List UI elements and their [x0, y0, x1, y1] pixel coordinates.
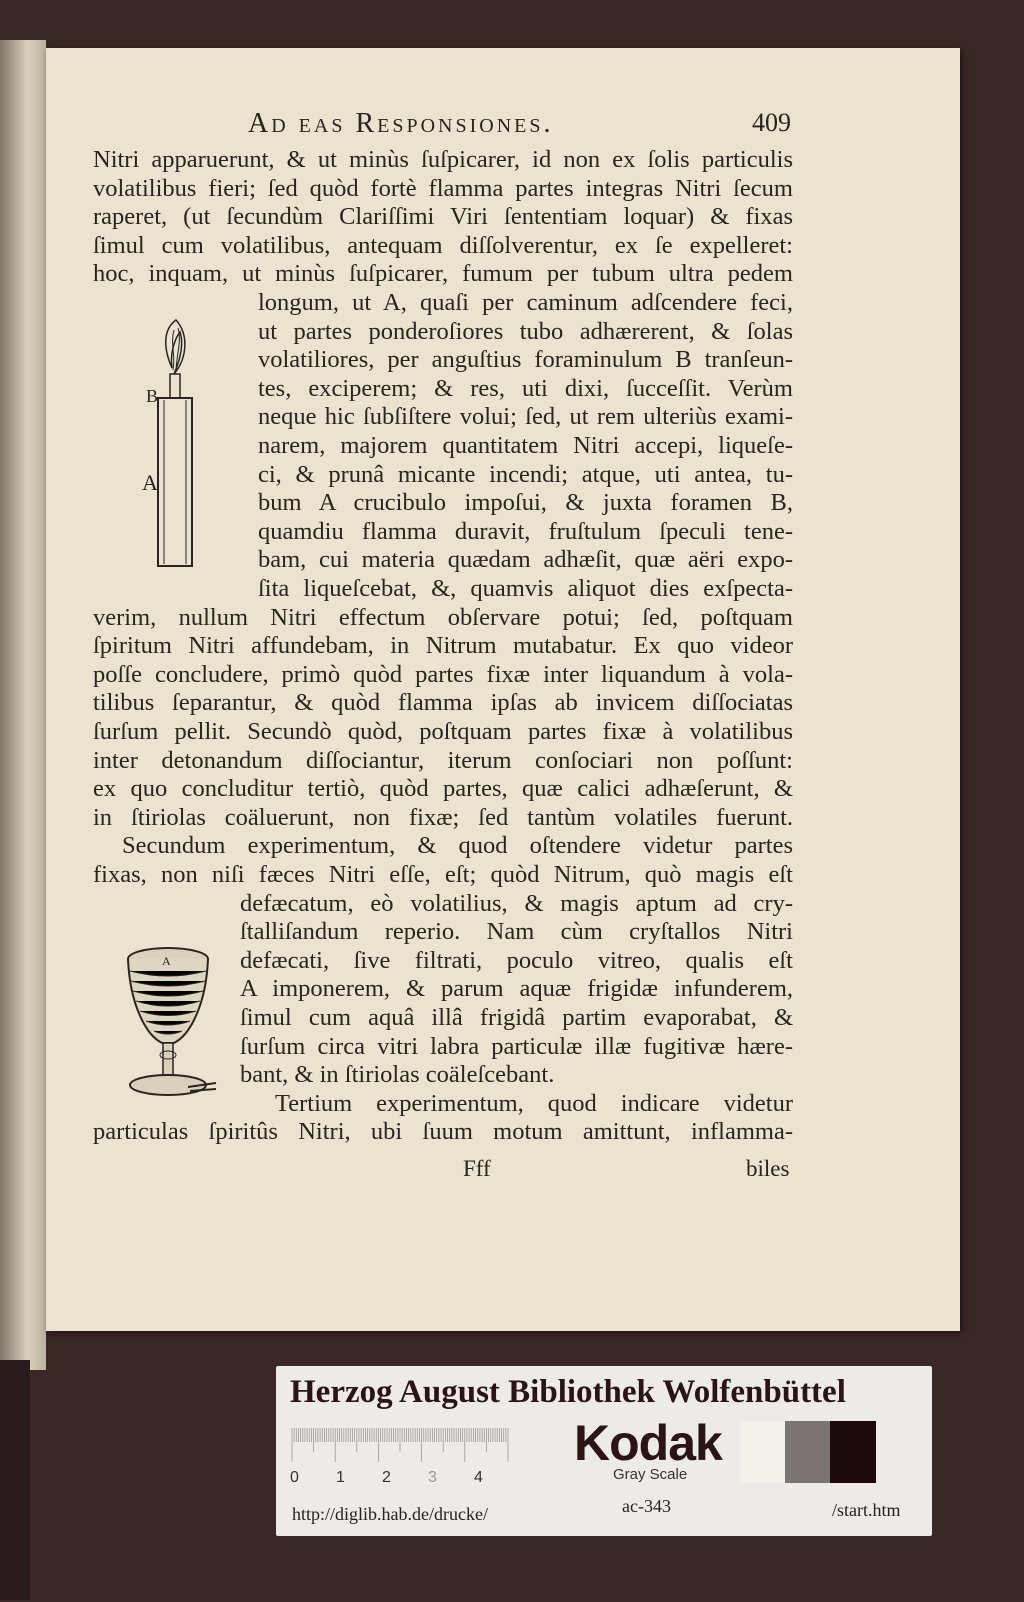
running-head: Ad eas Responsiones.	[248, 108, 554, 139]
library-name: Herzog August Bibliothek Wolfenbüttel	[290, 1374, 846, 1410]
text-line: particulas ſpiritûs Nitri, ubi ſuum motum amittunt, inflamma-	[93, 1118, 793, 1146]
text-line: bam, cui materia quædam adhæſit, quæ aëri expo-	[258, 546, 793, 574]
text-line: tes, exciperem; & res, uti dixi, ſucceſſit. Verùm	[258, 374, 793, 402]
text-line: volatilibus fieri; ſed quòd fortè flamma partes integras Nitri ſecum	[93, 174, 793, 202]
text-line: ſurſum pellit. Secundò quòd, poſtquam partes fixæ à volatilibus	[93, 718, 793, 745]
text-line: ex quo concluditur tertiò, quòd partes, quæ calici adhæſerunt, &	[93, 775, 793, 803]
text-line: ſpiritum Nitri affundebam, in Nitrum mutabatur. Ex quo videor	[93, 632, 793, 660]
kodak-logo: Kodak	[574, 1415, 722, 1471]
text-line: A imponerem, & parum aquæ frigidæ infunderem,	[240, 975, 793, 1003]
text-line: raperet, (ut ſecundùm Clariſſimi Viri ſententiam loquar) & fixas	[93, 203, 793, 231]
signature-mark: Fff	[463, 1156, 491, 1181]
adjacent-page-edge	[0, 40, 46, 1370]
gray-patch-white	[740, 1421, 785, 1483]
text-line: tilibus ſeparantur, & quòd flamma ipſas ab invicem diſſociatas	[93, 689, 793, 717]
text-line: ſita liqueſcebat, &, quamvis aliquot dies exſpecta-	[258, 575, 793, 602]
text-line: quamdiu flamma duravit, fruſtulum ſpeculi tene-	[258, 517, 793, 545]
ruler-number: 4	[474, 1469, 483, 1486]
text-line: ſurſum circa vitri labra particulæ illæ fugitivæ hære-	[240, 1032, 793, 1060]
ruler-scale	[290, 1426, 510, 1462]
text-line: defæcati, ſive filtrati, poculo vitreo, qualis eſt	[240, 946, 793, 974]
text-line: ſimul cum volatilibus, antequam diſſolverentur, ex ſe expelleret:	[93, 231, 793, 259]
ruler-number: 2	[382, 1469, 391, 1486]
figure-label-a: A	[142, 470, 158, 495]
ruler-number: 0	[290, 1469, 299, 1486]
figure-label-b: B	[146, 386, 159, 406]
text-line: Tertium experimentum, quod indicare videtur	[275, 1089, 793, 1117]
text-line: ſtalliſandum reperio. Nam cùm cryſtallos Nitri	[240, 918, 793, 946]
start-page-path: /start.htm	[832, 1500, 901, 1520]
text-line: longum, ut A, quaſi per caminum adſcendere feci,	[258, 289, 793, 316]
text-line: in ſtiriolas coäluerunt, non fixæ; ſed tantùm volatiles fuerunt.	[93, 803, 793, 831]
ruler-number: 1	[336, 1469, 345, 1486]
text-line: ut partes ponderoſiores tubo adhærerent, & ſolas	[258, 317, 793, 345]
shelfmark-code: ac-343	[622, 1496, 671, 1516]
text-line: ci, & prunâ micante incendi; atque, uti antea, tu-	[258, 460, 793, 488]
text-line: neque hic ſubſiſtere volui; ſed, ut rem ulteriùs exami-	[258, 403, 793, 431]
text-line: defæcatum, eò volatilius, & magis aptum ad cry-	[240, 889, 793, 917]
text-line: narem, majorem quantitatem Nitri accepi, liqueſe-	[258, 432, 793, 459]
text-line: ſimul cum aquâ illâ frigidâ partim evaporabat, &	[240, 1004, 793, 1031]
catchword: biles	[746, 1156, 790, 1181]
text-line: Secundum experimentum, & quod oſtendere videtur partes	[122, 832, 793, 860]
scan-background	[0, 1360, 30, 1600]
goblet-illustration	[118, 945, 218, 1105]
text-line: hoc, inquam, ut minùs ſuſpicarer, fumum per tubum ultra pedem	[93, 260, 793, 288]
text-line: Nitri apparuerunt, & ut minùs ſuſpicarer, id non ex ſolis particulis	[93, 146, 793, 173]
gray-scale-label: Gray Scale	[613, 1466, 688, 1483]
text-line: poſſe concludere, primò quòd partes fixæ inter liquandum à vola-	[93, 660, 793, 688]
digital-library-url: http://diglib.hab.de/drucke/	[292, 1504, 488, 1524]
page-number: 409	[752, 108, 791, 137]
tube-illustration	[140, 310, 210, 570]
text-line: volatiliores, per anguſtius foraminulum B tranſeun-	[258, 346, 793, 374]
text-line: inter detonandum diſſociantur, iterum conſociari non poſſunt:	[93, 746, 793, 774]
ruler-number: 3	[428, 1469, 437, 1486]
gray-patch-black	[830, 1421, 876, 1483]
gray-patch-mid	[785, 1421, 830, 1483]
goblet-label: A	[162, 954, 171, 968]
text-line: verim, nullum Nitri effectum obſervare potui; ſed, poſtquam	[93, 603, 793, 631]
text-line: bum A crucibulo impoſui, & juxta foramen B,	[258, 489, 793, 517]
library-color-card	[276, 1366, 932, 1536]
text-line: bant, & in ſtiriolas coäleſcebant.	[240, 1061, 555, 1089]
text-line: fixas, non niſi fæces Nitri eſſe, eſt; quòd Nitrum, quò magis eſt	[93, 861, 793, 888]
